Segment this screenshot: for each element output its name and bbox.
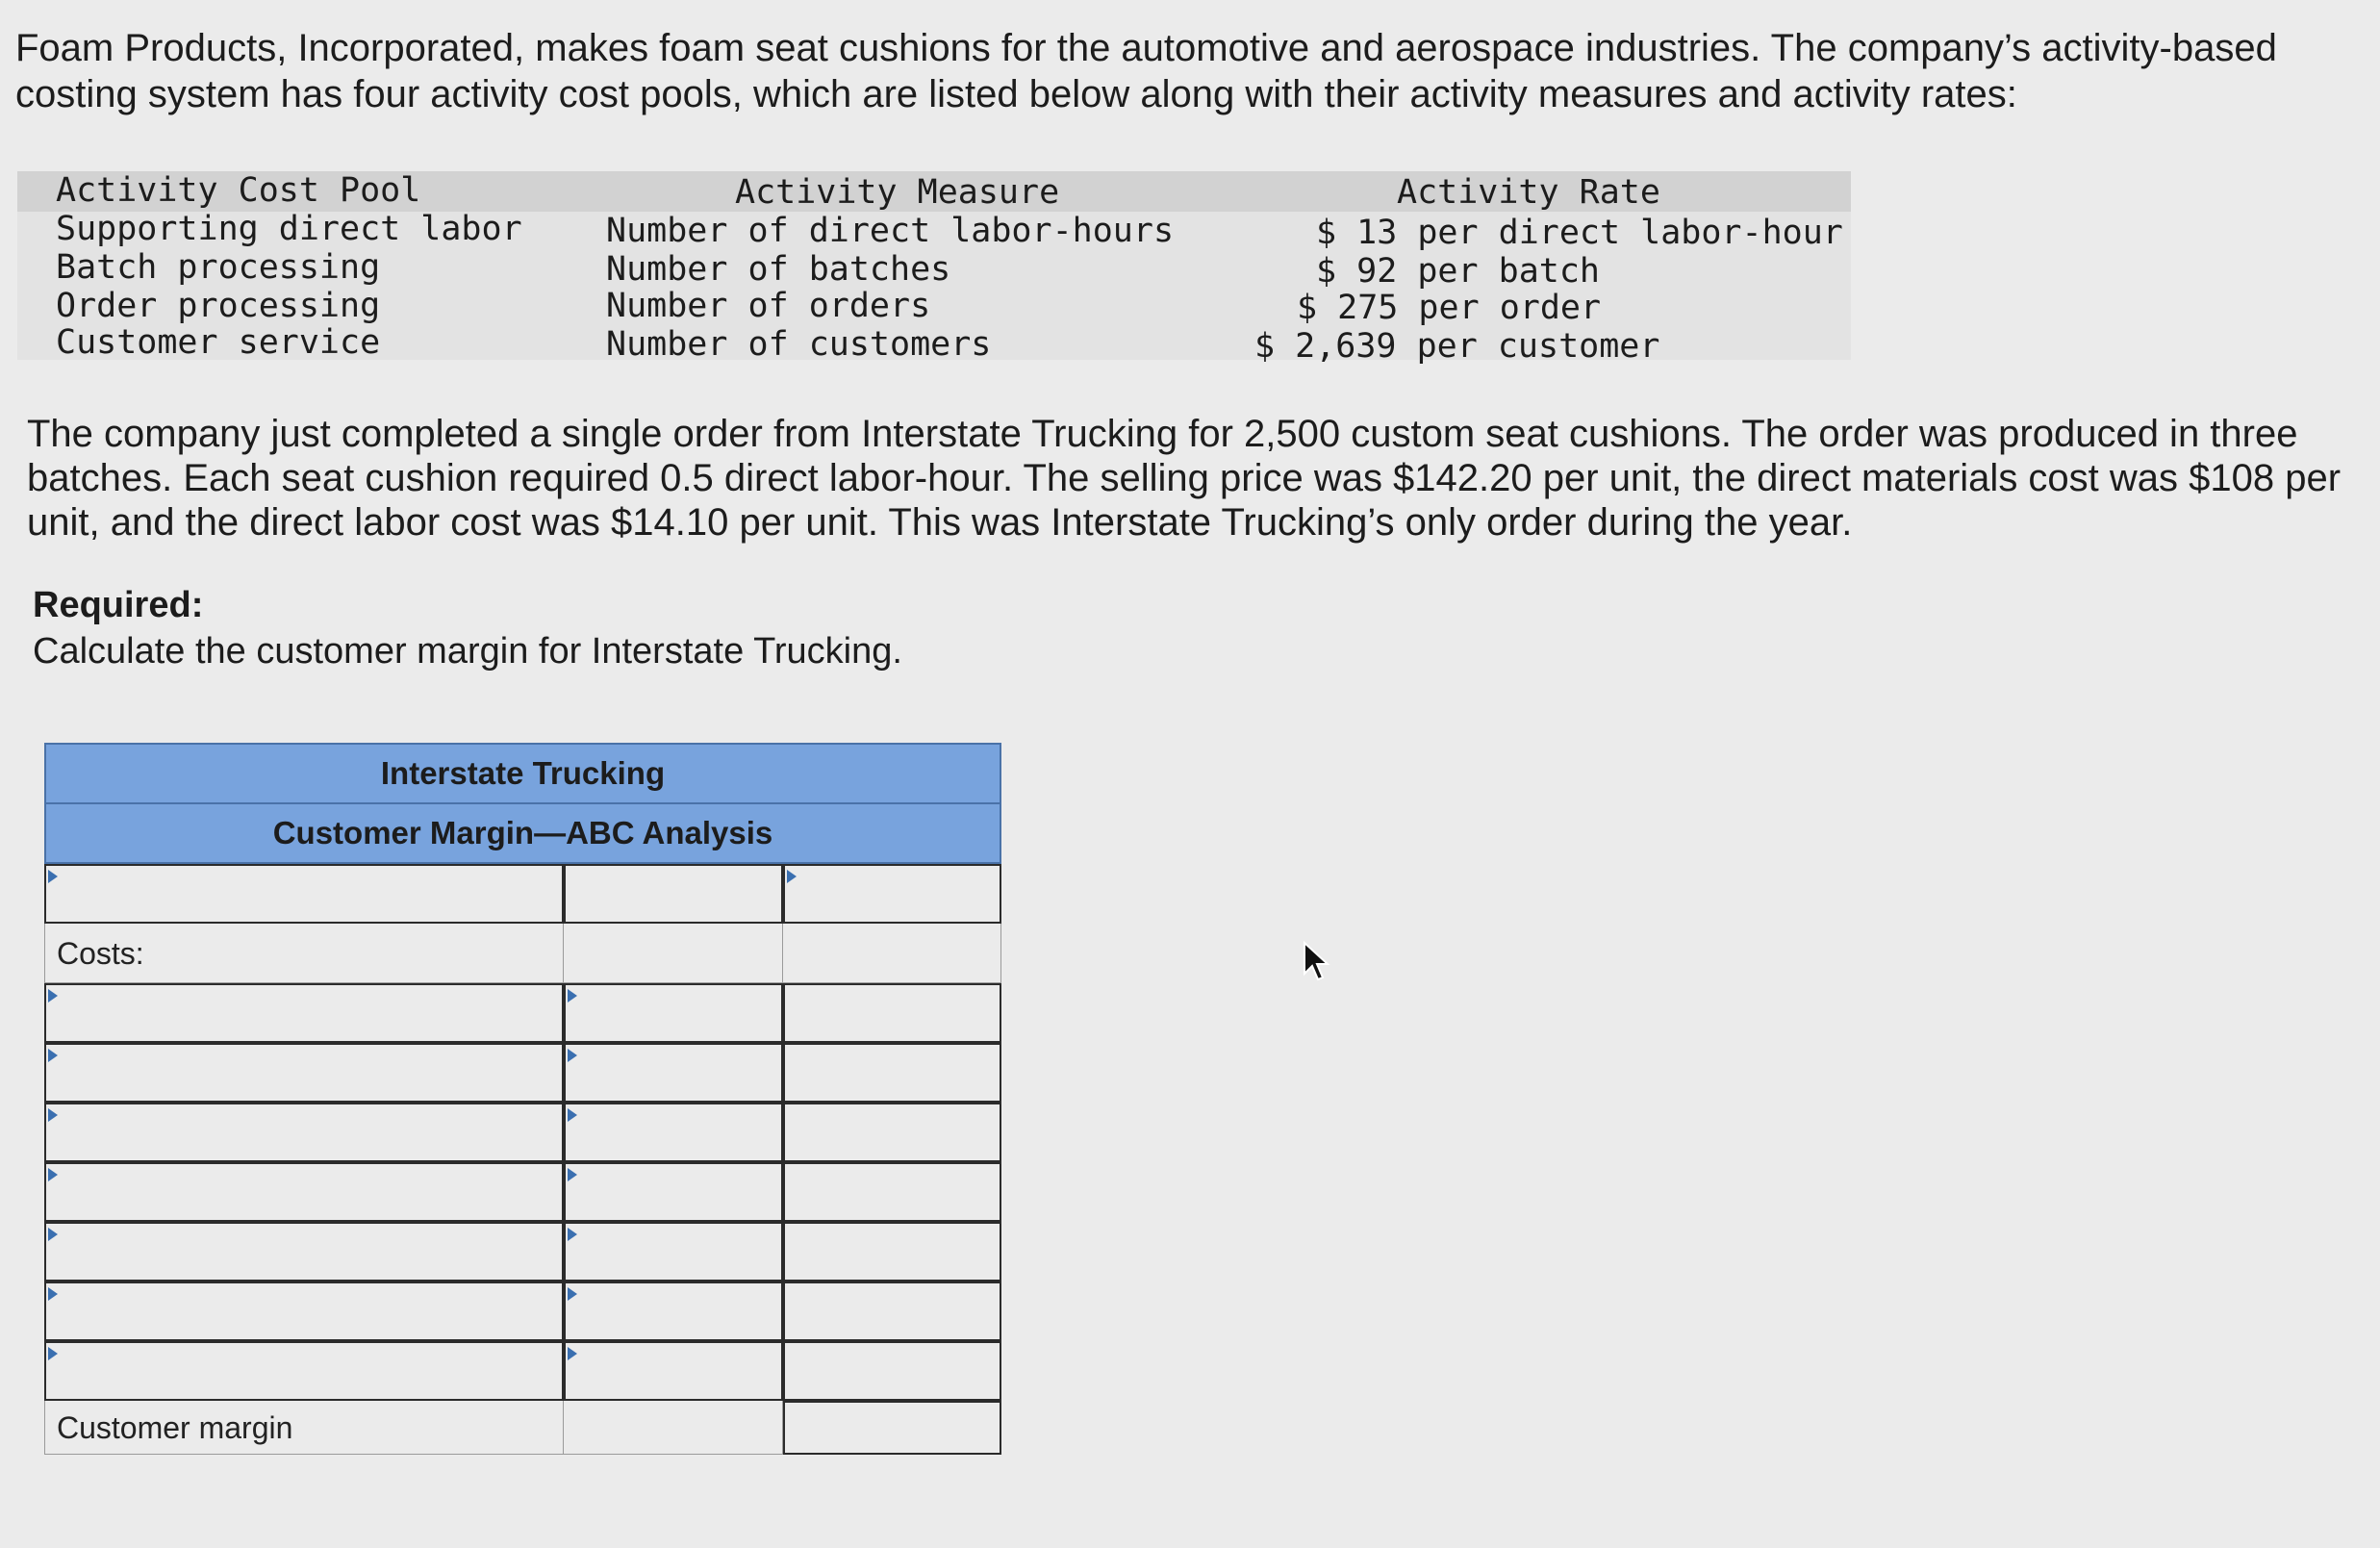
mouse-pointer-icon: [1303, 941, 1331, 983]
cost-label-input[interactable]: [49, 1167, 559, 1217]
worksheet-subtitle: Customer Margin—ABC Analysis: [46, 802, 1000, 862]
empty-cell: [783, 1043, 1001, 1103]
worksheet-row: [44, 924, 1001, 983]
cost-label-input[interactable]: [49, 1107, 559, 1157]
cost-row: [44, 1282, 1001, 1341]
rate-cell: $ 275 per order: [1297, 289, 1602, 327]
worksheet-row: [44, 864, 1001, 924]
empty-cell: [564, 924, 783, 983]
header-activity-cost-pool: Activity Cost Pool: [56, 171, 421, 210]
cost-label-input-cell[interactable]: [44, 1341, 564, 1401]
pool-cell: Batch processing: [56, 248, 381, 287]
worksheet-grid: [44, 864, 1001, 1455]
label-input[interactable]: [49, 869, 559, 919]
pool-cell: Supporting direct labor: [56, 210, 522, 248]
measure-cell: Number of customers: [606, 325, 992, 364]
worksheet-header: [44, 743, 1001, 864]
cost-label-input[interactable]: [49, 1286, 559, 1336]
problem-intro: Foam Products, Incorporated, makes foam seat cushions for the automotive and aerospace industries. The company’s activity-based costing system has four activity cost pools, which are listed below along with their activity measures and activity rates:: [15, 27, 2277, 115]
total-costs-input-cell[interactable]: [783, 1341, 1001, 1401]
header-activity-rate: Activity Rate: [1397, 173, 1660, 212]
empty-cell: [783, 1103, 1001, 1162]
cost-amount-input-cell[interactable]: [564, 1043, 783, 1103]
cost-amount-input-cell[interactable]: [564, 983, 783, 1043]
required-text: Calculate the customer margin for Interstate Trucking.: [33, 631, 902, 672]
required-label: Required:: [33, 585, 204, 625]
cost-label-input[interactable]: [49, 988, 559, 1038]
worksheet-title: Interstate Trucking: [380, 755, 666, 791]
rate-cell: $ 92 per batch: [1316, 252, 1601, 291]
customer-margin-input-cell[interactable]: [783, 1401, 1001, 1455]
amount-input[interactable]: [569, 869, 778, 919]
rate-cell: $ 13 per direct labor-hour: [1316, 214, 1843, 252]
header-activity-measure: Activity Measure: [735, 173, 1060, 212]
measure-cell: Number of batches: [606, 250, 951, 289]
cost-row: [44, 983, 1001, 1043]
rate-cell: $ 2,639 per customer: [1254, 327, 1660, 366]
cost-label-input[interactable]: [49, 1227, 559, 1277]
empty-cell: [783, 924, 1001, 983]
cost-amount-input[interactable]: [569, 988, 778, 1038]
empty-cell: [783, 983, 1001, 1043]
problem-details: The company just completed a single order from Interstate Trucking for 2,500 custom seat cushions. The order was produced in three batches. Each seat cushion required 0.5 direct labor-hour. The selling price was $142.20 per unit, the direct materials cost was $108 per unit, and the direct labor cost was $14.10 per unit. This was Interstate Trucking’s only order during the year.: [27, 413, 2342, 544]
empty-cell: [783, 1162, 1001, 1222]
cost-amount-input-cell[interactable]: [564, 1162, 783, 1222]
customer-margin-input[interactable]: [788, 1406, 997, 1450]
pool-cell: Customer service: [56, 323, 381, 362]
cost-amount-input-cell[interactable]: [564, 1103, 783, 1162]
cost-label-input-cell[interactable]: [44, 1103, 564, 1162]
customer-margin-label: Customer margin: [57, 1410, 293, 1445]
cost-row: [44, 1103, 1001, 1162]
cost-row: [44, 1162, 1001, 1222]
activity-rates-table: [17, 171, 1851, 366]
cost-label-input-cell[interactable]: [44, 1162, 564, 1222]
cost-label-input[interactable]: [49, 1048, 559, 1098]
empty-cell: [783, 1222, 1001, 1282]
cost-label-input-cell[interactable]: [44, 1222, 564, 1282]
cost-label-input[interactable]: [49, 1346, 559, 1396]
cost-row: [44, 1043, 1001, 1103]
cost-amount-input[interactable]: [569, 1286, 778, 1336]
amount-input-cell[interactable]: [564, 864, 783, 924]
cost-row: [44, 1341, 1001, 1401]
pool-cell: Order processing: [56, 287, 381, 325]
total-input[interactable]: [788, 869, 997, 919]
customer-margin-worksheet: [44, 743, 1001, 1455]
cost-amount-input[interactable]: [569, 1048, 778, 1098]
cost-amount-input-cell[interactable]: [564, 1222, 783, 1282]
measure-cell: Number of orders: [606, 287, 931, 325]
customer-margin-row: [44, 1401, 1001, 1455]
empty-cell: [564, 1401, 783, 1455]
cost-amount-input[interactable]: [569, 1227, 778, 1277]
cost-amount-input-cell[interactable]: [564, 1341, 783, 1401]
cost-label-input-cell[interactable]: [44, 1043, 564, 1103]
cost-row: [44, 1222, 1001, 1282]
cost-amount-input[interactable]: [569, 1107, 778, 1157]
cost-amount-input-cell[interactable]: [564, 1282, 783, 1341]
customer-margin-label-cell: [44, 1401, 564, 1455]
costs-label-cell: [44, 924, 564, 983]
label-input-cell[interactable]: [44, 864, 564, 924]
costs-label: Costs:: [57, 936, 144, 971]
cost-label-input-cell[interactable]: [44, 1282, 564, 1341]
cost-amount-input[interactable]: [569, 1346, 778, 1396]
cost-label-input-cell[interactable]: [44, 983, 564, 1043]
total-input-cell[interactable]: [783, 864, 1001, 924]
empty-cell: [783, 1282, 1001, 1341]
cost-amount-input[interactable]: [569, 1167, 778, 1217]
measure-cell: Number of direct labor-hours: [606, 212, 1175, 250]
total-costs-input[interactable]: [788, 1346, 997, 1396]
